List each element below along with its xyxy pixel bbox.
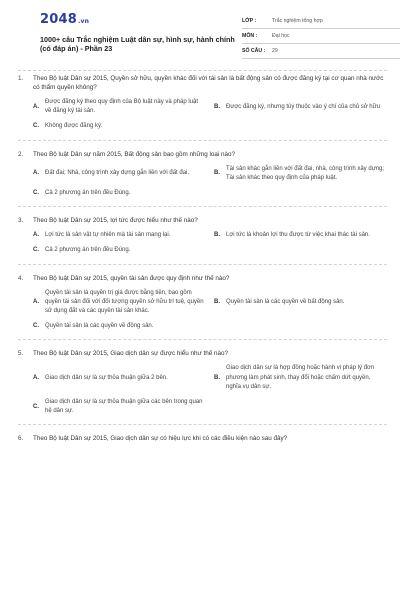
option-a[interactable]: A. Quyền tài sản là quyền trị giá được bằng tiền, bao gồm quyền tài sản đối với đối tượng quyền sở hữu trí tuệ, quyền sử dụng đất và các quyền tài sản khác. xyxy=(33,289,204,315)
question-6 xyxy=(18,434,387,443)
meta-label: LỚP : xyxy=(242,18,257,24)
question-number: 2. xyxy=(18,150,24,158)
option-c[interactable]: C. Không được đăng ký. xyxy=(33,123,103,130)
option-b[interactable]: B. Lợi tức là khoản lợi thu được từ việc khai thác tài sản. xyxy=(214,232,370,239)
meta-table xyxy=(242,14,400,59)
option-c[interactable]: C. Cả 2 phương án trên đều Đúng. xyxy=(33,247,131,254)
question-text: Theo Bộ luật Dân sự 2015, lợi tức được hiểu như thế nào? xyxy=(33,217,198,225)
question-number: 4. xyxy=(18,274,24,282)
meta-value: Đại học xyxy=(272,33,290,39)
question-text: Theo Bộ luật Dân sự 2015, quyền tài sản được quy định như thế nào? xyxy=(33,274,230,282)
site-logo[interactable] xyxy=(40,12,89,27)
option-c[interactable]: C. Cả 2 phương án trên đều Đúng. xyxy=(33,190,131,197)
option-a[interactable]: A. Được đăng ký theo quy định của Bộ luật này và pháp luật về đăng ký tài sản. xyxy=(33,99,199,115)
question-divider xyxy=(18,140,387,141)
question-text: Theo Bộ luật Dân sự 2015, Giao dịch dân sự được hiểu như thế nào? xyxy=(33,350,228,358)
document-title: 1000+ câu Trắc nghiệm Luật dân sự, hình sự, hành chính (có đáp án) - Phần 23 xyxy=(40,35,235,53)
option-b[interactable]: B. Tài sản khác gắn liền với đất đai, nhà, công trình xây dựng; Tài sản khác theo quy định của pháp luật. xyxy=(214,165,385,181)
logo-suffix: .vn xyxy=(77,18,90,25)
header-divider xyxy=(18,70,387,71)
question-1 xyxy=(18,74,387,132)
question-number: 1. xyxy=(18,75,24,82)
question-number: 6. xyxy=(18,435,24,443)
question-5 xyxy=(18,349,387,416)
question-divider xyxy=(18,339,387,340)
meta-value: Trắc nghiệm tổng hợp xyxy=(272,18,323,24)
option-c[interactable]: C. Quyền tài sản là các quyền về động sản. xyxy=(33,323,154,330)
meta-row-class xyxy=(242,14,400,29)
question-text: Theo Bộ luật Dân sự 2015, Quyền sở hữu, quyền khác đối với tài sản là bất động sản có được đăng ký tại cơ quan nhà nước có thẩm quyền không? xyxy=(33,75,384,91)
option-a[interactable]: A. Lợi tức là sản vật tự nhiên mà tài sản mang lại. xyxy=(33,232,171,239)
meta-label: MÔN : xyxy=(242,33,258,39)
meta-row-subject xyxy=(242,29,400,44)
question-3 xyxy=(18,216,387,255)
option-a[interactable]: A. Đất đai; Nhà, công trình xây dựng gắn liền với đất đai. xyxy=(33,170,190,177)
question-divider xyxy=(18,424,387,425)
option-b[interactable]: B. Quyền tài sản là các quyền về bất động sản. xyxy=(214,298,345,305)
question-list xyxy=(18,74,387,449)
question-4 xyxy=(18,274,387,332)
option-b[interactable]: B. Được đăng ký, nhưng tùy thuộc vào ý chí của chủ sở hữu xyxy=(214,103,380,110)
option-c[interactable]: C. Giao dịch dân sự là sự thỏa thuận giữa các bên trong quan hệ dân sự. xyxy=(33,399,203,415)
logo-text: 2048 xyxy=(40,12,77,27)
question-text: Theo Bộ luật Dân sự 2015, Giao dịch dân sự có hiệu lực khi có các điều kiện nào sau đây? xyxy=(33,435,288,443)
question-text: Theo Bộ luật Dân sự năm 2015, Bất động sản bao gồm những loại nào? xyxy=(33,150,236,158)
option-a[interactable]: A. Giao dịch dân sự là sự thỏa thuận giữa 2 bên. xyxy=(33,374,168,381)
question-divider xyxy=(18,264,387,265)
question-2 xyxy=(18,150,387,199)
header xyxy=(18,0,387,72)
meta-row-count xyxy=(242,44,400,59)
meta-value: 29 xyxy=(272,48,278,54)
meta-label: SỐ CÂU : xyxy=(242,48,266,54)
question-divider xyxy=(18,206,387,207)
question-number: 5. xyxy=(18,350,24,358)
option-b[interactable]: B. Giao dịch dân sự là hợp đồng hoặc hành vi pháp lý đơn phương làm phát sinh, thay đổi hoặc chấm dứt quyền, nghĩa vụ dân sự. xyxy=(214,365,375,390)
question-number: 3. xyxy=(18,217,24,225)
